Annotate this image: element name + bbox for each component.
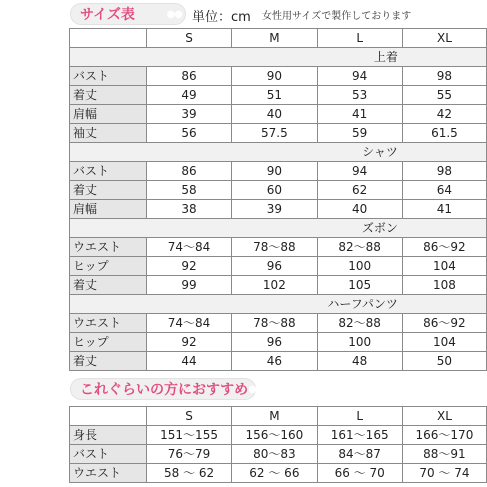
table-row — [70, 181, 487, 200]
value-cell: 96 — [232, 333, 317, 352]
value-cell: 156～160 — [232, 426, 317, 445]
row-label: 肩幅 — [70, 105, 147, 124]
size-header-cell: M — [232, 29, 317, 48]
section-header-blank — [70, 48, 147, 67]
section-title: 上着 — [317, 48, 402, 67]
value-cell: 166～170 — [402, 426, 486, 445]
section-header-blank — [232, 48, 317, 67]
section-title: ハーフパンツ — [317, 295, 402, 314]
row-label: ウエスト — [70, 464, 147, 483]
header-corner-cell — [70, 407, 147, 426]
table-row — [70, 257, 487, 276]
size-note: 女性用サイズで製作しております — [262, 11, 412, 22]
value-cell: 82～88 — [317, 238, 402, 257]
value-cell: 78～88 — [232, 314, 317, 333]
value-cell: 86～92 — [402, 314, 486, 333]
value-cell: 60 — [232, 181, 317, 200]
table-row — [70, 86, 487, 105]
size-header-cell: S — [146, 29, 231, 48]
value-cell: 46 — [232, 352, 317, 371]
value-cell: 99 — [146, 276, 231, 295]
row-label: ヒップ — [70, 257, 147, 276]
section-header-blank — [402, 143, 486, 162]
size-header-cell: XL — [402, 407, 486, 426]
size-header-cell: M — [232, 407, 317, 426]
size-header-row — [70, 29, 487, 48]
section-header-blank — [232, 219, 317, 238]
value-cell: 92 — [146, 257, 231, 276]
section-header-row — [70, 295, 487, 314]
value-cell: 98 — [402, 67, 486, 86]
badge-dots-decoration: ●● — [248, 383, 264, 395]
section-title: シャツ — [317, 143, 402, 162]
value-cell: 104 — [402, 257, 486, 276]
table-row — [70, 238, 487, 257]
table-row — [70, 200, 487, 219]
value-cell: 40 — [317, 200, 402, 219]
size-table — [69, 28, 487, 371]
section-header-blank — [146, 143, 231, 162]
value-cell: 39 — [146, 105, 231, 124]
value-cell: 86 — [146, 162, 231, 181]
value-cell: 50 — [402, 352, 486, 371]
section-header-row — [70, 143, 487, 162]
table-row — [70, 464, 487, 483]
value-cell: 104 — [402, 333, 486, 352]
value-cell: 88～91 — [402, 445, 486, 464]
value-cell: 94 — [317, 162, 402, 181]
value-cell: 90 — [232, 162, 317, 181]
row-label: 着丈 — [70, 276, 147, 295]
section-header-blank — [146, 219, 231, 238]
value-cell: 41 — [317, 105, 402, 124]
value-cell: 86 — [146, 67, 231, 86]
value-cell: 44 — [146, 352, 231, 371]
value-cell: 58 ～ 62 — [146, 464, 231, 483]
section-title: ズボン — [317, 219, 402, 238]
value-cell: 61.5 — [402, 124, 486, 143]
size-header-cell: L — [317, 407, 402, 426]
value-cell: 94 — [317, 67, 402, 86]
value-cell: 76～79 — [146, 445, 231, 464]
section-header-blank — [70, 295, 147, 314]
recommend-badge — [70, 378, 264, 400]
row-label: バスト — [70, 445, 147, 464]
recommend-table — [69, 406, 487, 483]
section-header-blank — [146, 48, 231, 67]
table-row — [70, 105, 487, 124]
section-header-blank — [402, 295, 486, 314]
row-label: 着丈 — [70, 86, 147, 105]
table-row — [70, 162, 487, 181]
table-row — [70, 124, 487, 143]
size-header-cell: XL — [402, 29, 486, 48]
section-header-row — [70, 219, 487, 238]
value-cell: 74～84 — [146, 238, 231, 257]
row-label: バスト — [70, 162, 147, 181]
table-row — [70, 67, 487, 86]
row-label: 袖丈 — [70, 124, 147, 143]
value-cell: 105 — [317, 276, 402, 295]
value-cell: 56 — [146, 124, 231, 143]
value-cell: 98 — [402, 162, 486, 181]
row-label: 肩幅 — [70, 200, 147, 219]
badge-dots-decoration: ●● — [166, 8, 182, 20]
value-cell: 92 — [146, 333, 231, 352]
section-header-blank — [402, 219, 486, 238]
value-cell: 41 — [402, 200, 486, 219]
row-label: ヒップ — [70, 333, 147, 352]
value-cell: 62 ～ 66 — [232, 464, 317, 483]
value-cell: 90 — [232, 67, 317, 86]
value-cell: 53 — [317, 86, 402, 105]
value-cell: 38 — [146, 200, 231, 219]
section-header-blank — [70, 143, 147, 162]
value-cell: 66 ～ 70 — [317, 464, 402, 483]
value-cell: 64 — [402, 181, 486, 200]
row-label: 着丈 — [70, 181, 147, 200]
row-label: ウエスト — [70, 238, 147, 257]
section-header-blank — [402, 48, 486, 67]
row-label: 身長 — [70, 426, 147, 445]
value-cell: 57.5 — [232, 124, 317, 143]
value-cell: 78～88 — [232, 238, 317, 257]
value-cell: 108 — [402, 276, 486, 295]
table-row — [70, 426, 487, 445]
value-cell: 59 — [317, 124, 402, 143]
size-chart-badge — [70, 3, 186, 25]
table-row — [70, 276, 487, 295]
value-cell: 151～155 — [146, 426, 231, 445]
row-label: 着丈 — [70, 352, 147, 371]
value-cell: 74～84 — [146, 314, 231, 333]
size-chart-title: サイズ表 — [80, 7, 135, 23]
table-row — [70, 314, 487, 333]
section-header-blank — [146, 295, 231, 314]
section-header-blank — [232, 295, 317, 314]
value-cell: 100 — [317, 333, 402, 352]
value-cell: 42 — [402, 105, 486, 124]
header-corner-cell — [70, 29, 147, 48]
value-cell: 62 — [317, 181, 402, 200]
value-cell: 70 ～ 74 — [402, 464, 486, 483]
value-cell: 49 — [146, 86, 231, 105]
size-header-cell: L — [317, 29, 402, 48]
section-header-blank — [232, 143, 317, 162]
value-cell: 48 — [317, 352, 402, 371]
value-cell: 161～165 — [317, 426, 402, 445]
value-cell: 58 — [146, 181, 231, 200]
section-header-row — [70, 48, 487, 67]
value-cell: 86～92 — [402, 238, 486, 257]
unit-label: 単位：cm — [192, 10, 251, 25]
value-cell: 51 — [232, 86, 317, 105]
section-header-blank — [70, 219, 147, 238]
size-header-cell: S — [146, 407, 231, 426]
value-cell: 100 — [317, 257, 402, 276]
value-cell: 96 — [232, 257, 317, 276]
value-cell: 80～83 — [232, 445, 317, 464]
value-cell: 102 — [232, 276, 317, 295]
recommend-title: これぐらいの方におすすめ — [80, 382, 249, 398]
value-cell: 40 — [232, 105, 317, 124]
table-row — [70, 352, 487, 371]
row-label: バスト — [70, 67, 147, 86]
value-cell: 55 — [402, 86, 486, 105]
size-header-row — [70, 407, 487, 426]
value-cell: 84～87 — [317, 445, 402, 464]
value-cell: 39 — [232, 200, 317, 219]
table-row — [70, 445, 487, 464]
row-label: ウエスト — [70, 314, 147, 333]
table-row — [70, 333, 487, 352]
value-cell: 82～88 — [317, 314, 402, 333]
